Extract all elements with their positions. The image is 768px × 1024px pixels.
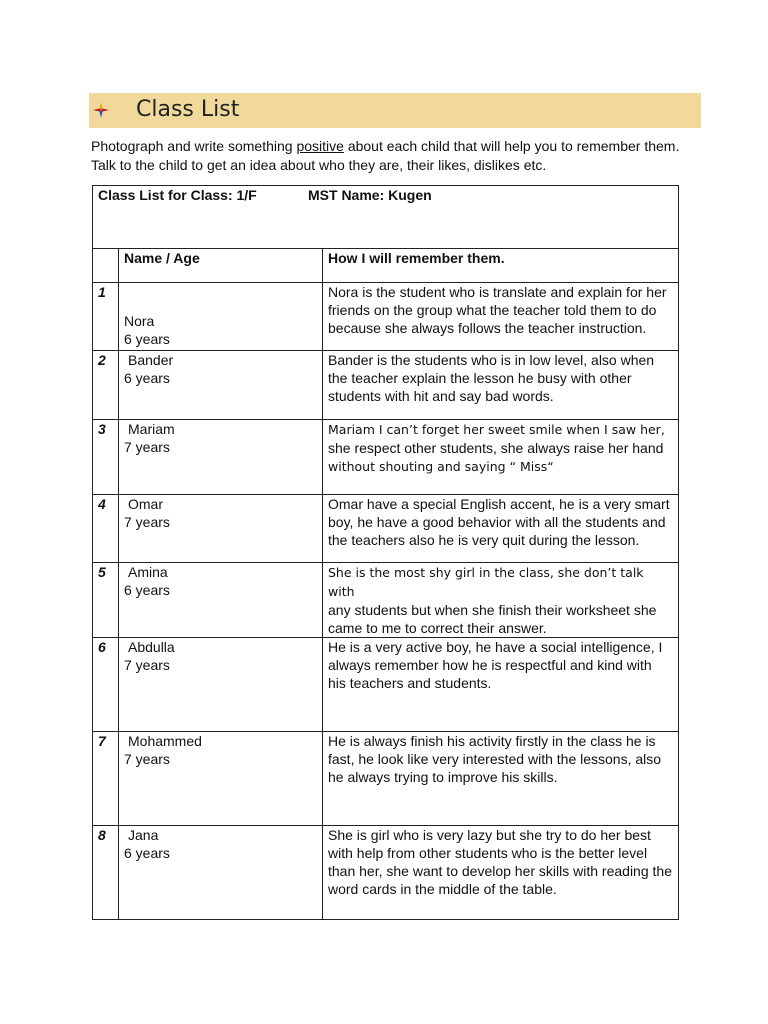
description-line-3: without shouting and saying “ Miss“	[328, 459, 554, 474]
student-name: Abdulla	[128, 639, 175, 655]
row-number: 1	[93, 283, 119, 351]
description-line-2: she respect other students, she always raise her hand	[328, 440, 664, 456]
student-description: He is a very active boy, he have a social intelligence, I always remember how he is respectful and kind with his teachers and students.	[323, 638, 679, 732]
page-title: Class List	[136, 97, 240, 122]
class-list-table	[92, 185, 679, 920]
row-number: 3	[93, 420, 119, 495]
student-cell	[119, 351, 323, 420]
student-age: 6 years	[124, 845, 170, 861]
intro-text-cont: about each child that will help you to remember them.	[343, 138, 680, 154]
row-number: 2	[93, 351, 119, 420]
student-description: She is girl who is very lazy but she try to do her best with help from other students who is the better level than her, she want to develop her skills with reading the word cards in the middle of the table.	[323, 826, 679, 920]
table-caption-row	[93, 186, 679, 249]
student-name: Nora	[124, 313, 155, 329]
student-age: 6 years	[124, 331, 170, 347]
student-description: Nora is the student who is translate and explain for her friends on the group what the teacher told them to do because she always follows the teacher instruction.	[323, 283, 679, 351]
student-age: 6 years	[124, 582, 170, 598]
student-name: Amina	[128, 564, 168, 580]
instructions	[91, 137, 711, 175]
header-desc: How I will remember them.	[323, 249, 679, 283]
student-age: 6 years	[124, 370, 170, 386]
description-line-2: any students but when she finish their worksheet she came to me to correct their answer.	[328, 602, 657, 636]
title-bar	[89, 93, 701, 128]
student-age: 7 years	[124, 751, 170, 767]
student-description: He is always finish his activity firstly in the class he is fast, he look like very interested with the lessons, also he always trying to improve his skills.	[323, 732, 679, 826]
student-cell	[119, 638, 323, 732]
student-name: Mohammed	[128, 733, 202, 749]
student-description: Omar have a special English accent, he is a very smart boy, he have a good behavior with all the students and the teachers also he is very quit during the lesson.	[323, 495, 679, 563]
row-number: 8	[93, 826, 119, 920]
student-name: Bander	[128, 352, 174, 368]
intro-line-2: Talk to the child to get an idea about who they are, their likes, dislikes etc.	[91, 157, 547, 173]
student-age: 7 years	[124, 657, 170, 673]
student-age: 7 years	[124, 439, 170, 455]
student-description	[323, 420, 679, 495]
student-cell	[119, 732, 323, 826]
table-row	[93, 495, 679, 563]
description-line-1: Mariam I can’t forget her sweet smile when I saw her,	[328, 422, 665, 437]
student-name: Mariam	[128, 421, 175, 437]
intro-text: Photograph and write something	[91, 138, 297, 154]
header-name: Name / Age	[119, 249, 323, 283]
row-number: 4	[93, 495, 119, 563]
student-name: Jana	[128, 827, 159, 843]
compass-star-icon	[92, 101, 110, 119]
table-caption	[93, 186, 679, 249]
row-number: 6	[93, 638, 119, 732]
student-cell	[119, 495, 323, 563]
student-description: Bander is the students who is in low level, also when the teacher explain the lesson he busy with other students with hit and say bad words.	[323, 351, 679, 420]
student-cell	[119, 563, 323, 638]
student-cell	[119, 826, 323, 920]
table-row	[93, 563, 679, 638]
table-header-row	[93, 249, 679, 283]
table-row	[93, 638, 679, 732]
class-label: Class List for Class: 1/F	[98, 187, 257, 203]
table-row	[93, 351, 679, 420]
student-name: Omar	[128, 496, 163, 512]
table-row	[93, 732, 679, 826]
student-cell	[119, 420, 323, 495]
table-row	[93, 283, 679, 351]
student-cell	[119, 283, 323, 351]
student-age: 7 years	[124, 514, 170, 530]
student-description	[323, 563, 679, 638]
table-row	[93, 420, 679, 495]
table-row	[93, 826, 679, 920]
mst-label: MST Name: Kugen	[308, 187, 432, 203]
row-number: 5	[93, 563, 119, 638]
intro-emphasis: positive	[296, 138, 344, 154]
description-line-1: She is the most shy girl in the class, she don’t talk with	[328, 565, 644, 599]
row-number: 7	[93, 732, 119, 826]
header-num-cell	[93, 249, 119, 283]
